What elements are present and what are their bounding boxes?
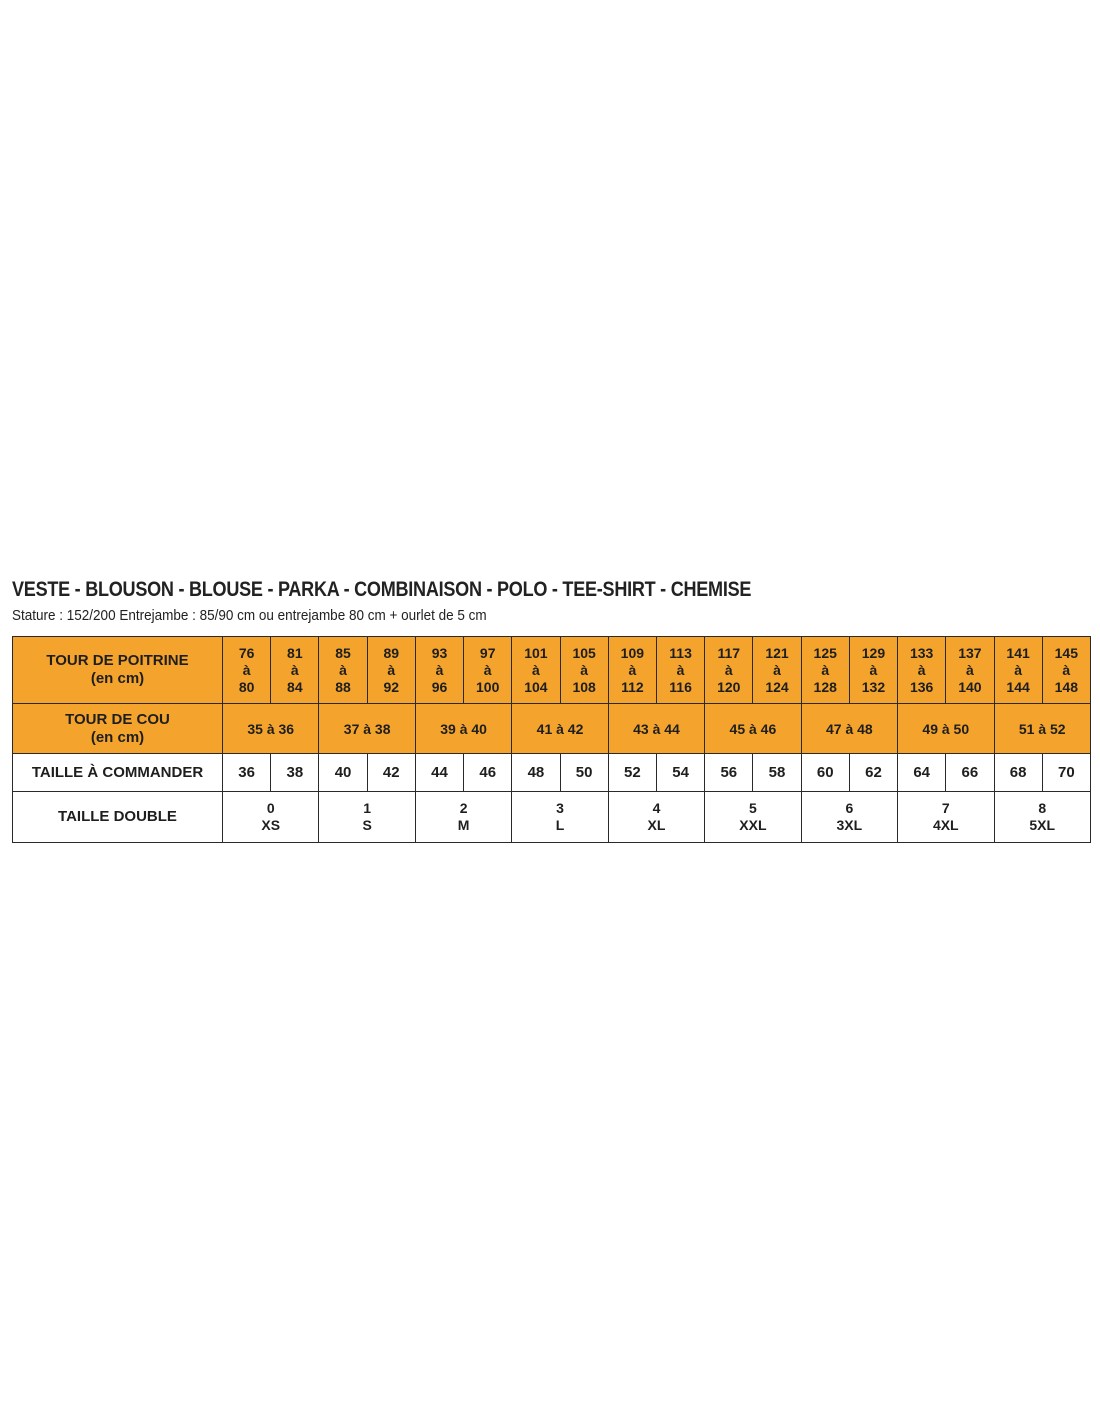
chest-to: 140 [958, 678, 982, 695]
chest-cell [560, 637, 608, 704]
order-size-cell: 56 [705, 754, 753, 792]
neck-cell: 35 à 36 [223, 704, 319, 754]
chest-cell [271, 637, 319, 704]
double-size-cell [415, 792, 511, 843]
chest-cell [753, 637, 801, 704]
double-size-cell [319, 792, 415, 843]
chest-sep: à [580, 661, 589, 678]
chest-from: 125 [813, 644, 837, 661]
chest-to: 144 [1006, 678, 1030, 695]
page-subtitle: Stature : 152/200 Entrejambe : 85/90 cm ou entrejambe 80 cm + ourlet de 5 cm [12, 607, 487, 624]
chest-sep: à [869, 661, 878, 678]
chest-to: 128 [813, 678, 837, 695]
neck-cell: 45 à 46 [705, 704, 801, 754]
chest-label-line1: TOUR DE POITRINE [46, 652, 189, 669]
double-size-cell [801, 792, 897, 843]
order-size-cell: 60 [801, 754, 849, 792]
double-size-letter: XS [261, 817, 281, 833]
chest-sep: à [724, 661, 733, 678]
chest-sep: à [1062, 661, 1071, 678]
chest-to: 88 [335, 678, 351, 695]
chest-to: 100 [476, 678, 500, 695]
chest-cell [464, 637, 512, 704]
double-size-number: 7 [941, 800, 950, 816]
chest-row [13, 637, 1091, 704]
chest-to: 84 [287, 678, 303, 695]
order-size-cell: 58 [753, 754, 801, 792]
chest-cell [1042, 637, 1090, 704]
neck-label-line2: (en cm) [90, 728, 145, 746]
order-label: TAILLE À COMMANDER [13, 754, 223, 792]
chest-sep: à [821, 661, 830, 678]
chest-to: 80 [238, 678, 255, 695]
chest-cell [801, 637, 849, 704]
chest-cell [319, 637, 367, 704]
order-size-cell: 64 [898, 754, 946, 792]
chest-from: 76 [238, 644, 255, 661]
chest-from: 113 [669, 644, 692, 661]
double-size-number: 5 [749, 800, 757, 816]
chest-to: 116 [669, 678, 692, 695]
chest-cell [898, 637, 946, 704]
double-size-letter: XXL [739, 817, 767, 833]
neck-cell: 41 à 42 [512, 704, 608, 754]
double-size-number: 6 [845, 800, 854, 816]
chest-from: 145 [1054, 644, 1078, 661]
chest-sep: à [532, 661, 540, 678]
chest-sep: à [339, 661, 347, 678]
chest-from: 137 [958, 644, 982, 661]
order-row [13, 754, 1091, 792]
double-size-letter: 4XL [932, 817, 959, 833]
chest-label-line2: (en cm) [90, 670, 145, 687]
chest-from: 105 [572, 644, 596, 661]
chest-from: 101 [524, 644, 548, 661]
chest-to: 112 [621, 678, 644, 695]
order-size-cell: 52 [608, 754, 656, 792]
chest-from: 109 [620, 644, 645, 661]
chest-from: 133 [909, 644, 934, 661]
chest-to: 148 [1054, 678, 1078, 695]
chest-to: 104 [524, 678, 548, 695]
order-size-cell: 42 [367, 754, 415, 792]
double-size-cell [994, 792, 1090, 843]
chest-sep: à [965, 661, 974, 678]
neck-cell: 43 à 44 [608, 704, 704, 754]
chest-from: 85 [335, 644, 351, 661]
neck-cell: 47 à 48 [801, 704, 897, 754]
chest-from: 129 [861, 644, 886, 661]
chest-to: 132 [861, 678, 886, 695]
double-size-letter: 3XL [836, 817, 863, 833]
chest-from: 121 [765, 644, 789, 661]
order-size-cell: 48 [512, 754, 560, 792]
double-size-number: 2 [459, 800, 468, 816]
chest-sep: à [917, 661, 926, 678]
double-size-cell [898, 792, 994, 843]
chest-from: 89 [383, 644, 400, 661]
order-size-cell: 62 [849, 754, 897, 792]
double-size-letter: M [457, 817, 470, 833]
chest-cell [849, 637, 897, 704]
neck-cell: 49 à 50 [898, 704, 994, 754]
chest-to: 120 [717, 678, 741, 695]
order-size-cell: 38 [271, 754, 319, 792]
order-size-cell: 68 [994, 754, 1042, 792]
neck-cell: 51 à 52 [994, 704, 1090, 754]
chest-from: 117 [717, 644, 741, 661]
size-table [12, 636, 1091, 843]
chest-to: 108 [572, 678, 596, 695]
chest-from: 141 [1006, 644, 1030, 661]
chest-sep: à [628, 661, 637, 678]
double-size-letter: L [555, 817, 565, 833]
double-size-cell [608, 792, 704, 843]
double-size-number: 1 [363, 800, 372, 816]
chest-sep: à [290, 661, 299, 678]
chest-cell [415, 637, 463, 704]
chest-to: 96 [431, 678, 448, 695]
chest-cell [705, 637, 753, 704]
chest-cell [994, 637, 1042, 704]
double-size-letter: XL [647, 817, 666, 833]
chest-from: 97 [479, 644, 496, 661]
chest-sep: à [1014, 661, 1022, 678]
chest-cell [608, 637, 656, 704]
chest-cell [367, 637, 415, 704]
order-size-cell: 50 [560, 754, 608, 792]
page-title: VESTE - BLOUSON - BLOUSE - PARKA - COMBINAISON - POLO - TEE-SHIRT - CHEMISE [12, 578, 752, 601]
chest-cell [946, 637, 994, 704]
neck-cell: 37 à 38 [319, 704, 415, 754]
chest-sep: à [676, 661, 685, 678]
chest-sep: à [483, 661, 492, 678]
chest-to: 124 [765, 678, 789, 695]
neck-label-line1: TOUR DE COU [65, 710, 170, 728]
double-size-number: 0 [266, 800, 275, 816]
order-size-cell: 44 [415, 754, 463, 792]
double-size-number: 3 [556, 800, 564, 816]
order-size-cell: 66 [946, 754, 994, 792]
order-size-cell: 40 [319, 754, 367, 792]
double-size-number: 8 [1038, 800, 1047, 816]
chest-to: 92 [383, 678, 400, 695]
double-row [13, 792, 1091, 843]
neck-cell: 39 à 40 [415, 704, 511, 754]
double-size-number: 4 [652, 800, 661, 816]
order-size-cell: 36 [223, 754, 271, 792]
double-size-cell [512, 792, 608, 843]
chest-label [13, 637, 223, 704]
chest-cell [512, 637, 560, 704]
double-size-cell [705, 792, 801, 843]
order-size-cell: 54 [656, 754, 704, 792]
double-label: TAILLE DOUBLE [13, 792, 223, 843]
double-size-letter: 5XL [1029, 817, 1056, 833]
double-size-letter: S [362, 817, 372, 833]
chest-sep: à [387, 661, 396, 678]
chest-from: 81 [287, 644, 303, 661]
chest-cell [656, 637, 704, 704]
neck-row [13, 704, 1091, 754]
chest-to: 136 [909, 678, 934, 695]
chest-sep: à [242, 661, 251, 678]
chest-cell [223, 637, 271, 704]
chest-sep: à [773, 661, 781, 678]
order-size-cell: 70 [1042, 754, 1090, 792]
double-size-cell [223, 792, 319, 843]
order-size-cell: 46 [464, 754, 512, 792]
neck-label [13, 704, 223, 754]
chest-sep: à [435, 661, 444, 678]
chest-from: 93 [431, 644, 448, 661]
